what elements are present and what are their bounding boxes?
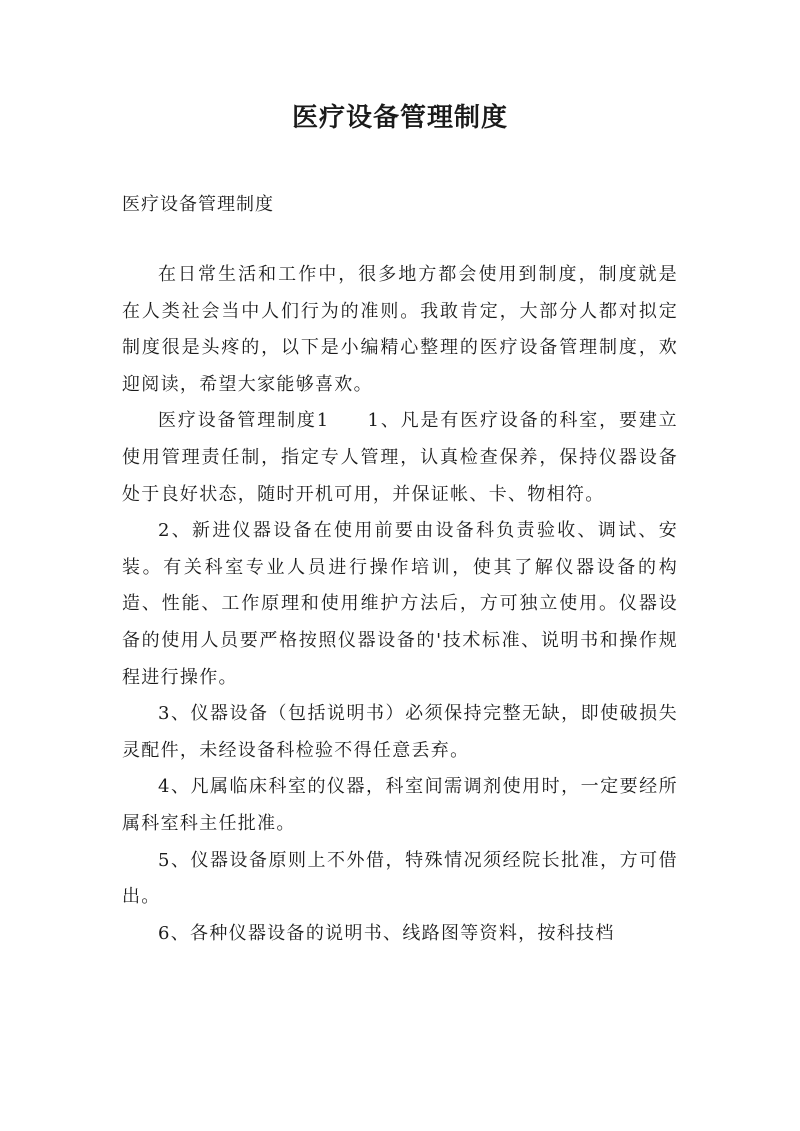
- item-4-paragraph: 4、凡属临床科室的仪器，科室间需调剂使用时，一定要经所属科室科主任批准。: [122, 776, 678, 834]
- item-6-paragraph: 6、各种仪器设备的说明书、线路图等资料，按科技档: [158, 922, 615, 944]
- document-body: [122, 257, 678, 952]
- item-3-paragraph: 3、仪器设备（包括说明书）必须保持完整无缺，即使破损失灵配件，未经设备科检验不得任意丢弃。: [122, 703, 678, 761]
- item-1-paragraph: [122, 403, 678, 513]
- document-subtitle: 医疗设备管理制度: [122, 194, 274, 215]
- item-1-text: 1、凡是有医疗设备的科室，要建立使用管理责任制，指定专人管理，认真检查保养，保持仪器设备处于良好状态，随时开机可用，并保证帐、卡、物相符。: [122, 410, 678, 505]
- item-5-paragraph: 5、仪器设备原则上不外借，特殊情况须经院长批准，方可借出。: [122, 849, 678, 908]
- item-2-paragraph: 2、新进仪器设备在使用前要由设备科负责验收、调试、安装。有关科室专业人员进行操作培训，使其了解仪器设备的构造、性能、工作原理和使用维护方法后，方可独立使用。仪器设备的使用人员要严格按照仪器设备的'技术标准、说明书和操作规程进行操作。: [122, 520, 678, 688]
- document-title: 医疗设备管理制度: [291, 103, 508, 133]
- intro-paragraph: 在日常生活和工作中，很多地方都会使用到制度，制度就是在人类社会当中人们行为的准则。我敢肯定，大部分人都对拟定制度很是头疼的，以下是小编精心整理的医疗设备管理制度，欢迎阅读，希望大家能够喜欢。: [122, 264, 678, 395]
- section-heading: 医疗设备管理制度1: [158, 410, 330, 432]
